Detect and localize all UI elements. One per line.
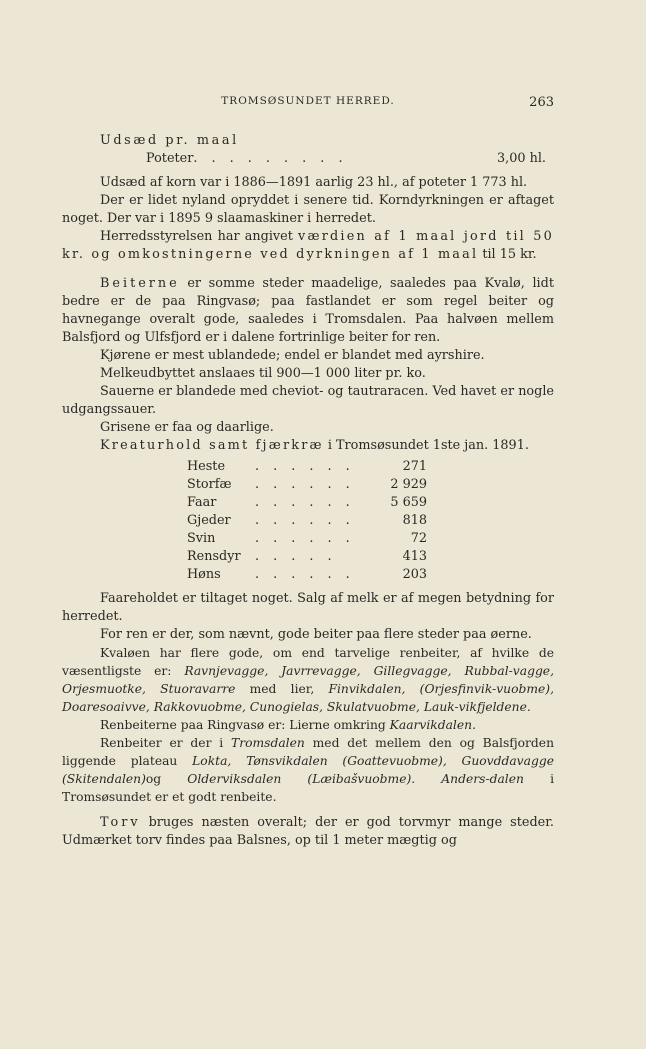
animal-name: Svin: [187, 531, 216, 546]
spaced-text: samt fjærkræ: [202, 438, 324, 453]
leader-dots: . . . . . .: [255, 495, 355, 510]
text-run: Renbeiter er der i: [100, 736, 232, 750]
udsaed-row: [146, 150, 546, 168]
leader-dots: . . . . .: [255, 549, 337, 564]
animal-count: 818: [402, 513, 427, 528]
leader-dots: . . . . . .: [255, 513, 355, 528]
paragraph-kjor: Kjørene er mest ublandede; endel er blandet med ayrshire.: [100, 348, 485, 363]
text-run: med lier,: [235, 682, 329, 696]
place-names: Lokta, Tønsvikdalen (Goattevuobme), Guovddavagge (Skitendalen): [62, 754, 554, 786]
udsaed-label: Poteter: [146, 151, 194, 166]
paragraph-tromsdalen: [62, 734, 554, 806]
text-run: Kvaløen har flere gode, om end tarvelige renbeiter, af hvilke de væsentligste er:: [62, 646, 554, 678]
place-names: Olderviksdalen (Læibašvuobme). Anders-dalen: [187, 772, 524, 786]
paragraph-jordverdi: [62, 228, 554, 264]
table-row: [187, 512, 427, 530]
table-row: [187, 476, 427, 494]
udsaed-leader: . . . . . . . . .: [193, 151, 348, 166]
paragraph-griser: Grisene er faa og daarlige.: [100, 420, 274, 435]
animal-count: 203: [402, 567, 427, 582]
spaced-text: værdien af 1 maal jord til 50 kr. og omkostningerne ved dyrkningen af 1 maal: [62, 229, 554, 262]
text-run: Renbeiterne paa Ringvasø er: Lierne omkring: [100, 718, 390, 732]
paragraph-beiter: [62, 275, 554, 347]
page-header: [62, 95, 554, 111]
place-names: Ravnjevagge, Javrrevagge, Gillegvagge, Rubbal-vagge, Orjesmuotke, Stuoravarre: [62, 664, 554, 696]
paragraph-faarehold: Faareholdet er tiltaget noget. Salg af melk er af megen betydning for herredet.: [62, 591, 554, 624]
spaced-text: Torv: [100, 815, 141, 830]
leader-dots: . . . . . .: [255, 567, 355, 582]
animal-name: Rensdyr: [187, 549, 241, 564]
animal-name: Gjeder: [187, 513, 231, 528]
paragraph-torv: [62, 814, 554, 850]
paragraph-ringvaso: [62, 716, 554, 734]
table-row: [187, 566, 427, 584]
animal-count: 413: [402, 549, 427, 564]
table-row: [187, 494, 427, 512]
paragraph-udsaed: Udsæd af korn var i 1886—1891 aarlig 23 hl., af poteter 1 773 hl.: [100, 175, 528, 190]
animal-count: 5 659: [390, 495, 427, 510]
udsaed-heading: Udsæd pr. maal: [100, 133, 239, 148]
text-run: er somme steder maadelige, saaledes paa Kvalø, lidt bedre er de paa Ringvasø; paa fastlandet er som regel beiter og havnegange overalt gode, saaledes i Tromsdalen. Paa halvøen mellem Balsfjord og Ulfsfjord er i dalene fortrinlige beiter for ren.: [62, 276, 554, 345]
page-body: [62, 132, 554, 850]
page-number: 263: [529, 95, 554, 110]
spaced-text: Beiterne: [100, 276, 180, 291]
livestock-table: [187, 458, 427, 584]
spaced-text: Kreaturhold: [100, 438, 203, 453]
animal-count: 72: [410, 531, 427, 546]
animal-count: 2 929: [390, 477, 427, 492]
table-row: [187, 548, 427, 566]
text-run: i Tromsøsundet er et godt renbeite.: [62, 772, 554, 804]
place-names: Finvikdalen, (Orjesfinvik-vuobme), Doaresoaivve, Rakkovuobme, Cunogielas, Skulatvuobme, Lauk-vikfjeldene.: [62, 682, 554, 714]
text-run: med det mellem den og Balsfjorden liggende plateau: [62, 736, 555, 768]
running-title: TROMSØSUNDET HERRED.: [221, 95, 395, 107]
table-row: [187, 458, 427, 476]
text-run: bruges næsten overalt; der er god torvmyr mange steder. Udmærket torv findes paa Balsnes, op til 1 meter mægtig og: [62, 815, 554, 848]
text-run: til 15 kr.: [478, 247, 537, 262]
paragraph-sauer: Sauerne er blandede med cheviot- og tautraracen. Ved havet er nogle udgangssauer.: [62, 384, 554, 417]
leader-dots: . . . . . .: [255, 459, 355, 474]
place-names: Kaarvikdalen.: [389, 718, 476, 732]
leader-dots: . . . . . .: [255, 477, 355, 492]
place-names: Tromsdalen: [231, 736, 305, 750]
paragraph-kreaturhold: [62, 437, 554, 455]
paragraph-ren: For ren er der, som nævnt, gode beiter paa flere steder paa øerne.: [100, 627, 532, 642]
paragraph-kvaloen: [62, 644, 554, 716]
text-run: i Tromsøsundet 1ste jan. 1891.: [323, 438, 529, 453]
text-run: og: [145, 772, 188, 786]
animal-name: Heste: [187, 459, 226, 474]
leader-dots: . . . . . .: [255, 531, 355, 546]
animal-name: Storfæ: [187, 477, 232, 492]
animal-name: Faar: [187, 495, 217, 510]
text-run: Herredsstyrelsen har angivet: [100, 229, 299, 244]
paragraph-melk: Melkeudbyttet anslaaes til 900—1 000 liter pr. ko.: [100, 366, 426, 381]
table-row: [187, 530, 427, 548]
udsaed-value: 3,00 hl.: [497, 151, 546, 166]
animal-count: 271: [402, 459, 427, 474]
animal-name: Høns: [187, 567, 221, 582]
paragraph-nyland: Der er lidet nyland opryddet i senere tid. Korndyrkningen er aftaget noget. Der var i 1895 9 slaamaskiner i herredet.: [62, 193, 554, 226]
